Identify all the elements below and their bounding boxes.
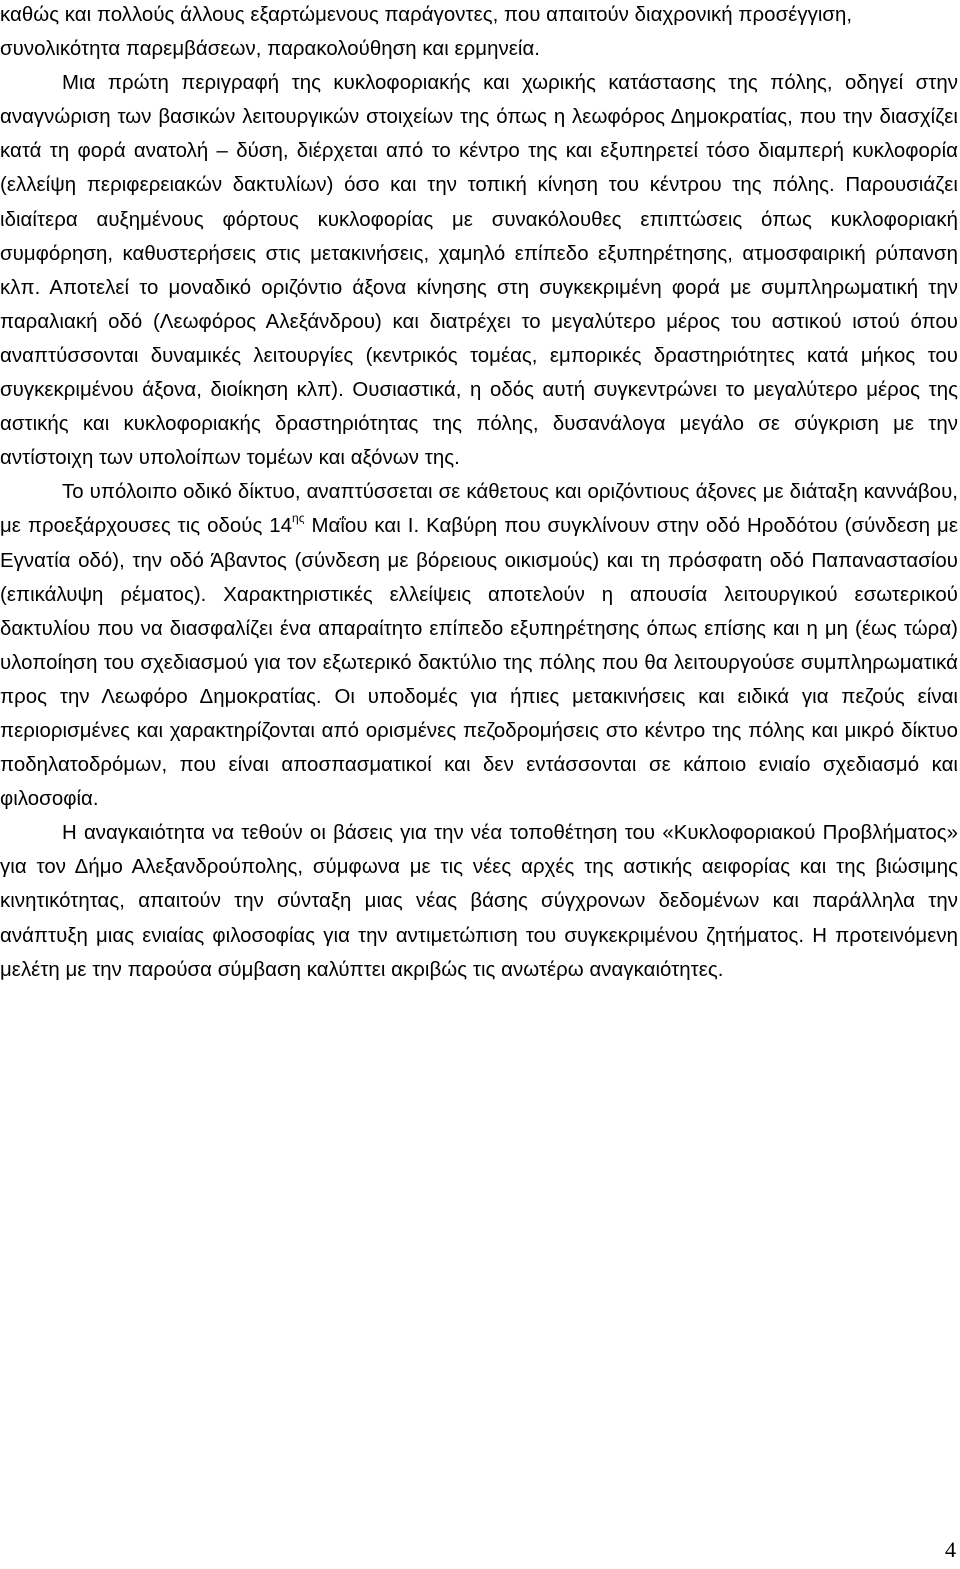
paragraph-road-network-part1: Το υπόλοιπο οδικό δίκτυο, αναπτύσσεται σε κάθετους και οριζόντιους άξονες με διάταξη καννάβου, με προεξάρχουσες τις οδούς 14 [0,481,958,538]
paragraph-continuation: καθώς και πολλούς άλλους εξαρτώμενους παράγοντες, που απαιτούν διαχρονική προσέγγιση, συνολικότητα παρεμβάσεων, παρακολούθηση και ερμηνεία. [0,4,853,61]
paragraph-road-network-part2: Μαΐου και Ι. Καβύρη που συγκλίνουν στην οδό Ηροδότου (σύνδεση με Εγνατία οδό), την οδό Άβαντος (σύνδεση με βόρειους οικισμούς) και τη πρόσφατη οδό Παπαναστασίου (επικάλυψη ρέματος). Χαρακτηριστικές ελλείψεις αποτελούν η απουσία λειτουργικού εσωτερικού δακτυλίου που να διασφαλίζει ένα απαραίτητο επίπεδο εξυπηρέτησης όπως επίσης και η μη (έως τώρα) υλοποίηση του σχεδιασμού για τον εξωτερικό δακτύλιο της πόλης που θα λειτουργούσε συμπληρωματικά προς την Λεωφόρο Δημοκρατίας. Οι υποδομές για ήπιες μετακινήσεις και ειδικά για πεζούς είναι περιορισμένες και χαρακτηρίζονται από ορισμένες πεζοδρομήσεις στο κέντρο της πόλης και μικρό δίκτυο ποδηλατοδρόμων, που είναι αποσπασματικοί και δεν εντάσσονται σε κάποιο ενιαίο σχεδιασμό και φιλοσοφία. [0,515,958,811]
paragraph-road-network [0,475,958,816]
page-number: 4 [945,1537,956,1562]
paragraph-traffic-description: Μια πρώτη περιγραφή της κυκλοφοριακής και χωρικής κατάστασης της πόλης, οδηγεί στην αναγνώριση των βασικών λειτουργικών στοιχείων της όπως η λεωφόρος Δημοκρατίας, που την διασχίζει κατά τη φορά ανατολή – δύση, διέρχεται από το κέντρο της και εξυπηρετεί τόσο διαμπερή κυκλοφορία (ελλείψη περιφερειακών δακτυλίων) όσο και την τοπική κίνηση του κέντρου της πόλης. Παρουσιάζει ιδιαίτερα αυξημένους φόρτους κυκλοφορίας με συνακόλουθες επιπτώσεις όπως κυκλοφοριακή συμφόρηση, καθυστερήσεις στις μετακινήσεις, χαμηλό επίπεδο εξυπηρέτησης, ατμοσφαιρική ρύπανση κλπ. Αποτελεί το μοναδικό οριζόντιο άξονα κίνησης στη συγκεκριμένη φορά με συμπληρωματική την παραλιακή οδό (Λεωφόρος Αλεξάνδρου) και διατρέχει το μεγαλύτερο μέρος του αστικού ιστού όπου αναπτύσσονται δυναμικές λειτουργίες (κεντρικός τομέας, εμπορικές δραστηριότητες κατά μήκος του συγκεκριμένου άξονα, διοίκηση κλπ). Ουσιαστικά, η οδός αυτή συγκεντρώνει το μεγαλύτερο μέρος της αστικής και κυκλοφοριακής δραστηριότητας της πόλης, δυσανάλογα μεγάλο σε σύγκριση με την αντίστοιχη των υπολοίπων τομέων και αξόνων της. [0,72,958,470]
paragraph-necessity: Η αναγκαιότητα να τεθούν οι βάσεις για την νέα τοποθέτηση του «Κυκλοφοριακού Προβλήματος» για τον Δήμο Αλεξανδρούπολης, σύμφωνα με τις νέες αρχές της αστικής αειφορίας και της βιώσιμης κινητικότητας, απαιτούν την σύνταξη μιας νέας βάσης σύγχρονων δεδομένων και παράλληλα την ανάπτυξη μιας ενιαίας φιλοσοφίας για την αντιμετώπιση του συγκεκριμένου ζητήματος. Η προτεινόμενη μελέτη με την παρούσα σύμβαση καλύπτει ακριβώς τις ανωτέρω αναγκαιότητες. [0,822,958,981]
ordinal-superscript: ης [292,510,305,525]
